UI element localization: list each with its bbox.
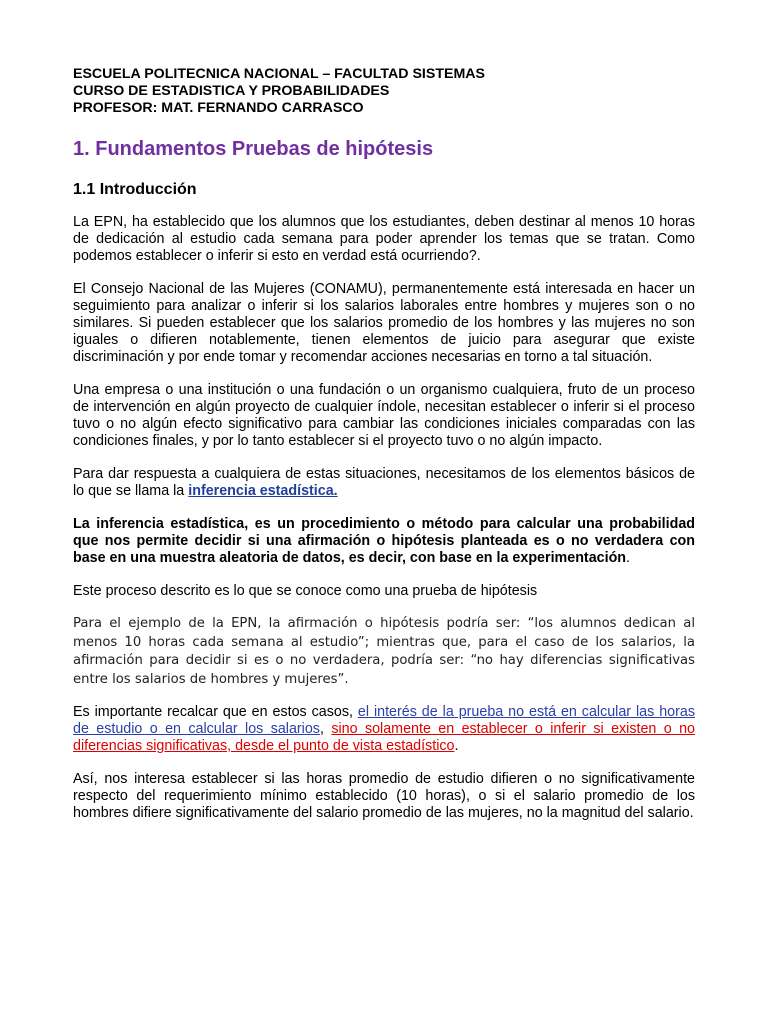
header-line-course: CURSO DE ESTADISTICA Y PROBABILIDADES	[73, 83, 390, 99]
inferencia-link[interactable]: inferencia estadística.	[188, 483, 338, 499]
recalcar-red-text: sino solamente en establecer o inferir si existen o no diferencias significativas, desde el punto de vista estadístico	[73, 721, 696, 754]
paragraph-respuesta	[73, 466, 695, 500]
definicion-period: .	[626, 550, 631, 566]
document-page	[73, 66, 695, 822]
paragraph-empresa: Una empresa o una institución o una fundación o un organismo cualquiera, fruto de un proceso de intervención en algún proyecto de cualquier índole, necesitan establecer o inferir si el proceso tuvo o no algún efecto significativo para cambiar las condiciones iniciales comparadas con las condiciones finales, y por lo tanto establecer si el proyecto tuvo o no algún impacto.	[73, 382, 695, 449]
recalcar-end: .	[454, 738, 459, 754]
paragraph-conamu: El Consejo Nacional de las Mujeres (CONAMU), permanentemente está interesada en hacer un seguimiento para analizar o inferir si los salarios laborales entre hombres y mujeres son o no similares. Si pueden establecer que los salarios promedio de los hombres y las mujeres no son iguales o difieren notablemente, tienen elementos de juicio para asegurar que existe discriminación y por ende tomar y recomendar acciones necesarias en torno a tal situación.	[73, 281, 695, 365]
paragraph-proceso: Este proceso descrito es lo que se conoce como una prueba de hipótesis	[73, 583, 538, 599]
paragraph-ejemplo: Para el ejemplo de la EPN, la afirmación o hipótesis podría ser: “los alumnos dedican al menos 10 horas cada semana al estudio”; mientras que, para el caso de los salarios, la afirmación para decidir si es o no verdadera, podría ser: “no hay diferencias significativas entre los salarios de hombres y mujeres”.	[73, 616, 695, 687]
section-title: 1. Fundamentos Pruebas de hipótesis	[73, 138, 434, 160]
header-line-school: ESCUELA POLITECNICA NACIONAL – FACULTAD SISTEMAS	[73, 66, 485, 82]
subsection-title: 1.1 Introducción	[73, 181, 197, 198]
recalcar-comma: ,	[319, 721, 332, 737]
header-line-professor: PROFESOR: MAT. FERNANDO CARRASCO	[73, 100, 364, 116]
paragraph-epn: La EPN, ha establecido que los alumnos que los estudiantes, deben destinar al menos 10 horas de dedicación al estudio cada semana para poder aprender los temas que se tratan. Como podemos establecer o inferir si esto en verdad está ocurriendo?.	[73, 214, 695, 264]
recalcar-start: Es importante recalcar que en estos casos,	[73, 704, 358, 720]
paragraph-definicion	[73, 516, 695, 567]
definicion-bold-text: La inferencia estadística, es un procedimiento o método para calcular una probabilidad que nos permite decidir si una afirmación o hipótesis planteada es o no verdadera con base en una muestra aleatoria de datos, es decir, con base en la experimentación	[73, 516, 695, 566]
recalcar-blue-text: el interés de la prueba no está en calcular las horas de estudio o en calcular los salarios	[73, 704, 695, 737]
paragraph-respuesta-text: Para dar respuesta a cualquiera de estas situaciones, necesitamos de los elementos básicos de lo que se llama la	[73, 466, 695, 499]
paragraph-recalcar	[73, 704, 695, 755]
paragraph-asi: Así, nos interesa establecer si las horas promedio de estudio difieren o no significativamente respecto del requerimiento mínimo establecido (10 horas), o si el salario promedio de los hombres difiere significativamente del salario promedio de las mujeres, no la magnitud del salario.	[73, 771, 695, 821]
